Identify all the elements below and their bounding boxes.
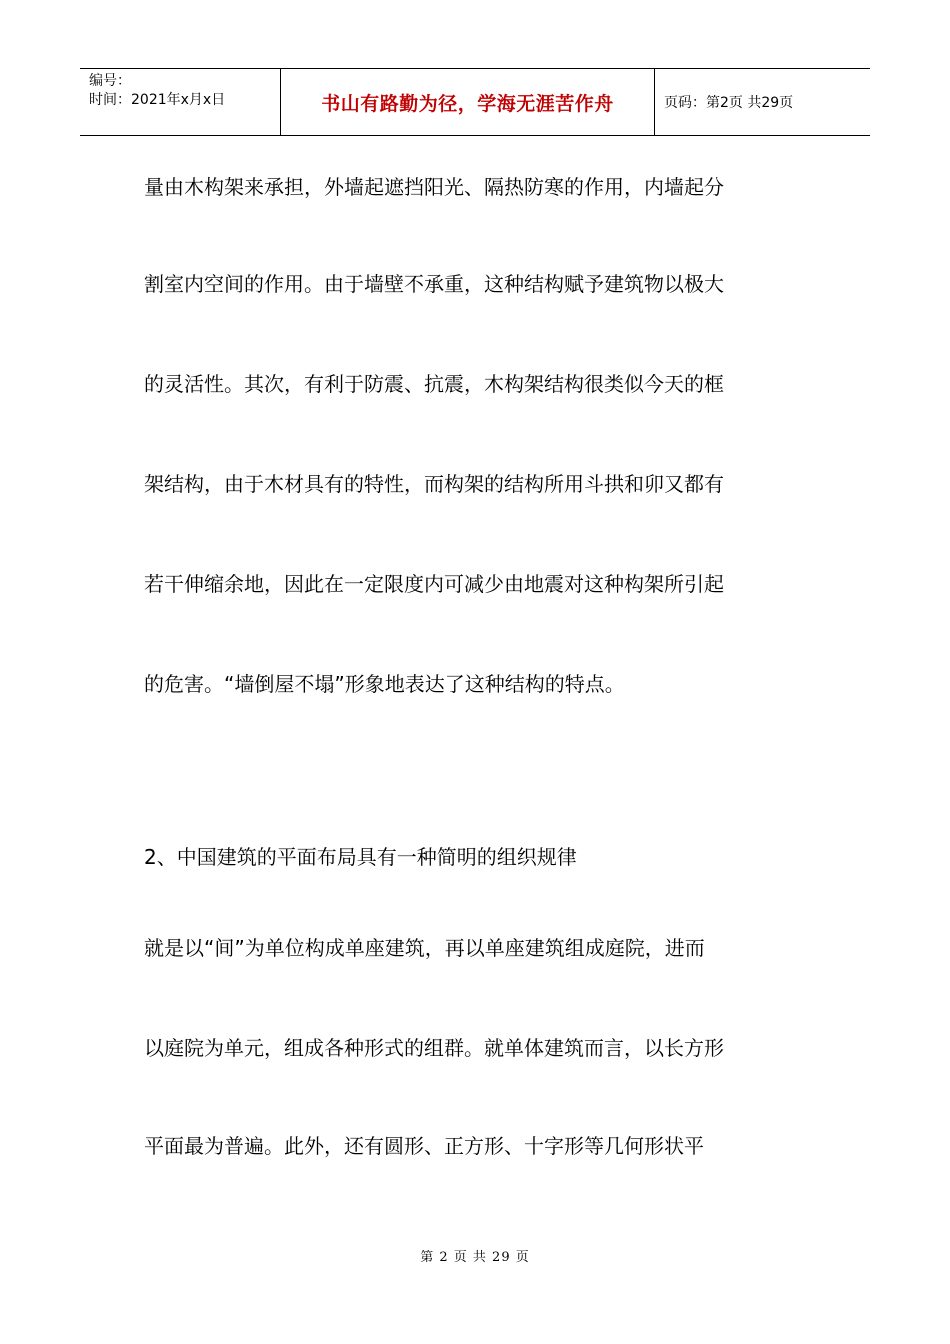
page-footer: 第 2 页 共 29 页 — [420, 1250, 530, 1265]
document-time-label: 时间：2021年x月x日 — [89, 92, 226, 108]
body-text-line: 的危害。“墙倒屋不塌”形象地表达了这种结构的特点。 — [144, 672, 625, 696]
page-header — [80, 68, 870, 136]
body-text-line: 以庭院为单元，组成各种形式的组群。就单体建筑而言，以长方形 — [144, 1036, 724, 1060]
body-text-line: 割室内空间的作用。由于墙壁不承重，这种结构赋予建筑物以极大 — [144, 272, 724, 296]
header-page-info: 页码：第2页 共29页 — [664, 95, 794, 111]
body-text-line: 平面最为普遍。此外，还有圆形、正方形、十字形等几何形状平 — [144, 1134, 704, 1158]
body-text-line: 架结构，由于木材具有的特性，而构架的结构所用斗拱和卯又都有 — [144, 472, 724, 496]
body-text-line: 就是以“间”为单位构成单座建筑，再以单座建筑组成庭院，进而 — [144, 936, 705, 960]
header-info-cell — [80, 69, 281, 135]
body-text-line: 的灵活性。其次，有利于防震、抗震，木构架结构很类似今天的框 — [144, 372, 724, 396]
header-motto-cell — [281, 69, 655, 135]
body-text-line: 若干伸缩余地，因此在一定限度内可减少由地震对这种构架所引起 — [144, 572, 724, 596]
body-text-line: 量由木构架来承担，外墙起遮挡阳光、隔热防寒的作用，内墙起分 — [144, 175, 724, 199]
header-page-cell — [655, 69, 870, 135]
section-heading: 2、中国建筑的平面布局具有一种简明的组织规律 — [144, 845, 577, 869]
document-number-label: 编号： — [89, 73, 131, 89]
header-motto: 书山有路勤为径，学海无涯苦作舟 — [321, 92, 614, 115]
